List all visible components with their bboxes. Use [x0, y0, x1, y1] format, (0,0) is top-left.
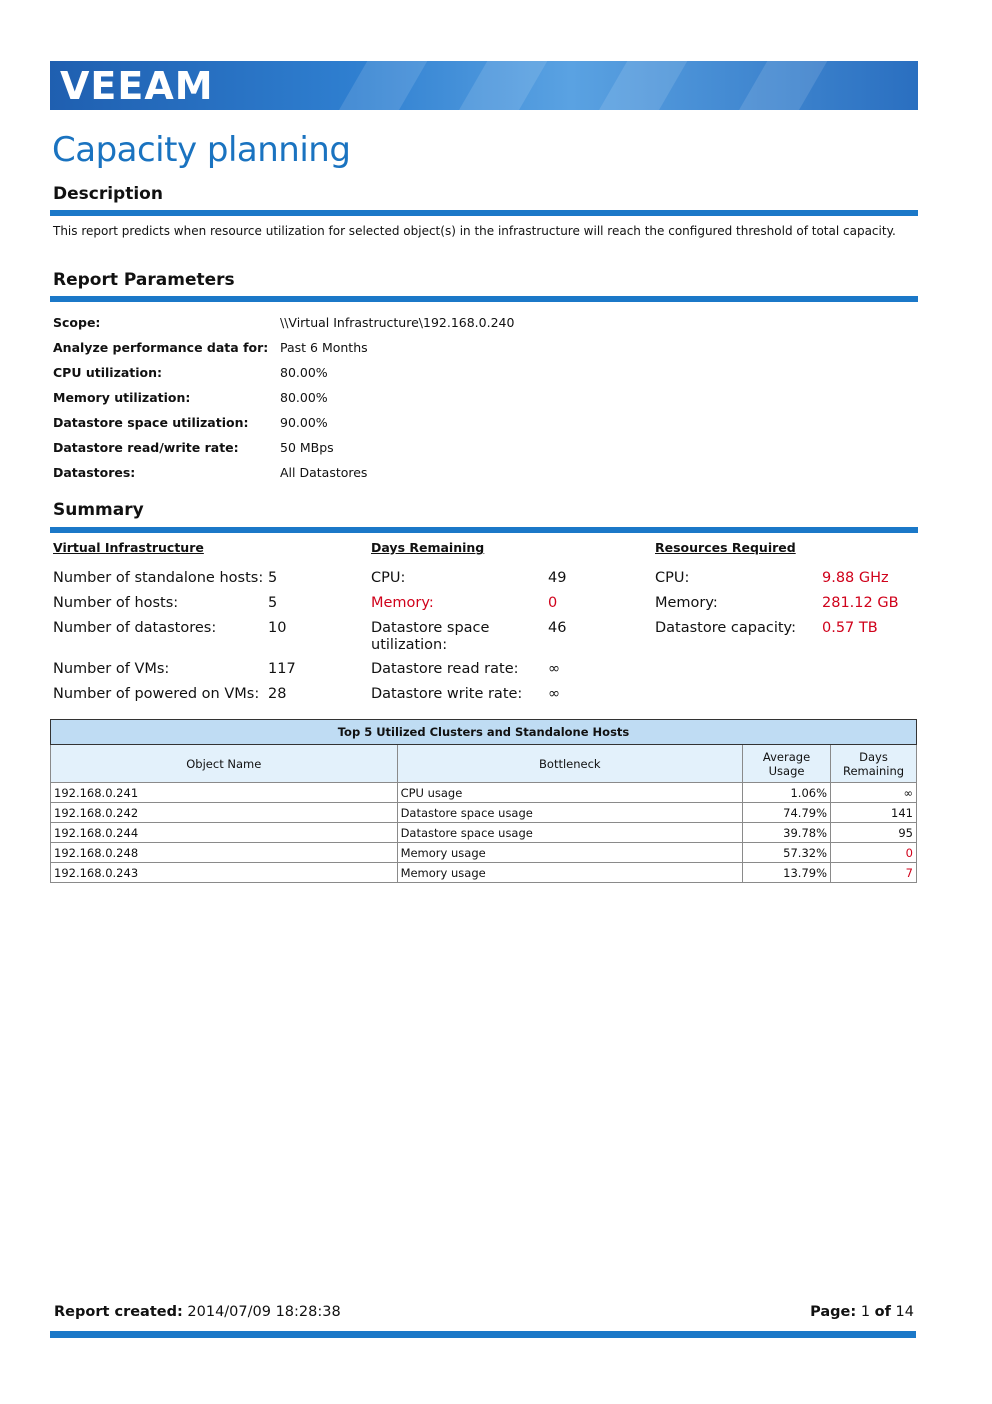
column-header: Average Usage — [743, 745, 831, 783]
table-caption: Top 5 Utilized Clusters and Standalone Hosts — [51, 720, 917, 745]
summary-label: CPU: — [371, 570, 406, 586]
summary-value: ∞ — [548, 686, 561, 702]
cell-object: 192.168.0.244 — [51, 823, 398, 843]
summary-label: CPU: — [655, 570, 690, 586]
summary-value: 281.12 GB — [822, 595, 899, 611]
column-header: Object Name — [51, 745, 398, 783]
summary-col-virtual: Virtual Infrastructure — [53, 540, 204, 555]
divider — [50, 527, 918, 533]
column-header: Days Remaining — [831, 745, 917, 783]
param-value: 90.00% — [280, 415, 328, 430]
summary-col-days: Days Remaining — [371, 540, 485, 555]
description-heading: Description — [53, 184, 163, 204]
page-current: 1 — [860, 1304, 871, 1320]
summary-value: 46 — [548, 620, 567, 636]
parameters-heading: Report Parameters — [53, 270, 235, 290]
summary-label: Memory: — [655, 595, 718, 611]
param-value: 50 MBps — [280, 440, 334, 455]
param-label: Scope: — [53, 315, 101, 330]
summary-label: Number of VMs: — [53, 661, 170, 677]
cell-object: 192.168.0.243 — [51, 863, 398, 883]
summary-label: Datastore space utilization: — [371, 620, 490, 653]
header-banner — [50, 61, 918, 110]
cell-bottleneck: Datastore space usage — [397, 823, 743, 843]
top5-table — [50, 719, 917, 883]
param-label: Datastores: — [53, 465, 136, 480]
cell-average: 1.06% — [743, 783, 831, 803]
table-row — [51, 863, 917, 883]
param-label: Memory utilization: — [53, 390, 191, 405]
report-created — [54, 1304, 341, 1320]
description-text: This report predicts when resource utilization for selected object(s) in the infrastructure will reach the configured threshold of total capacity. — [53, 224, 896, 238]
table-row — [51, 823, 917, 843]
param-label: CPU utilization: — [53, 365, 163, 380]
page-label: Page: — [810, 1304, 857, 1320]
table-row — [51, 783, 917, 803]
param-value: 80.00% — [280, 390, 328, 405]
page-title: Capacity planning — [52, 130, 351, 170]
summary-value: ∞ — [548, 661, 561, 677]
param-value: \\Virtual Infrastructure\192.168.0.240 — [280, 315, 515, 330]
summary-label: Number of powered on VMs: — [53, 686, 260, 702]
cell-average: 74.79% — [743, 803, 831, 823]
page-indicator — [810, 1304, 914, 1320]
summary-value: 0 — [548, 595, 558, 611]
footer-divider — [50, 1331, 916, 1338]
summary-heading: Summary — [53, 500, 144, 520]
table-row — [51, 803, 917, 823]
summary-label: Number of standalone hosts: — [53, 570, 264, 586]
report-created-label: Report created: — [54, 1304, 183, 1320]
column-header: Bottleneck — [397, 745, 743, 783]
param-value: 80.00% — [280, 365, 328, 380]
page-of: of — [874, 1304, 891, 1320]
summary-label: Memory: — [371, 595, 434, 611]
summary-value: 5 — [268, 595, 278, 611]
report-created-value: 2014/07/09 18:28:38 — [187, 1304, 341, 1320]
cell-bottleneck: Memory usage — [397, 863, 743, 883]
cell-bottleneck: CPU usage — [397, 783, 743, 803]
cell-object: 192.168.0.248 — [51, 843, 398, 863]
cell-bottleneck: Datastore space usage — [397, 803, 743, 823]
summary-label: Datastore capacity: — [655, 620, 796, 636]
cell-days: 0 — [831, 843, 917, 863]
divider — [50, 296, 918, 302]
summary-value: 117 — [268, 661, 296, 677]
param-value: All Datastores — [280, 465, 368, 480]
cell-days: 7 — [831, 863, 917, 883]
summary-label: Datastore read rate: — [371, 661, 519, 677]
veeam-logo: VEEAM — [60, 64, 214, 108]
param-label: Analyze performance data for: — [53, 340, 269, 355]
summary-label: Number of datastores: — [53, 620, 217, 636]
summary-value: 0.57 TB — [822, 620, 878, 636]
summary-value: 10 — [268, 620, 287, 636]
cell-object: 192.168.0.242 — [51, 803, 398, 823]
cell-bottleneck: Memory usage — [397, 843, 743, 863]
table-row — [51, 843, 917, 863]
cell-days: ∞ — [831, 783, 917, 803]
cell-average: 57.32% — [743, 843, 831, 863]
cell-days: 141 — [831, 803, 917, 823]
cell-average: 13.79% — [743, 863, 831, 883]
summary-value: 5 — [268, 570, 278, 586]
cell-object: 192.168.0.241 — [51, 783, 398, 803]
summary-value: 9.88 GHz — [822, 570, 889, 586]
cell-average: 39.78% — [743, 823, 831, 843]
summary-value: 28 — [268, 686, 287, 702]
page-total: 14 — [895, 1304, 914, 1320]
summary-value: 49 — [548, 570, 567, 586]
divider — [50, 210, 918, 216]
summary-col-resources: Resources Required — [655, 540, 796, 555]
param-label: Datastore read/write rate: — [53, 440, 239, 455]
param-label: Datastore space utilization: — [53, 415, 249, 430]
summary-label: Datastore write rate: — [371, 686, 523, 702]
param-value: Past 6 Months — [280, 340, 368, 355]
cell-days: 95 — [831, 823, 917, 843]
summary-label: Number of hosts: — [53, 595, 179, 611]
